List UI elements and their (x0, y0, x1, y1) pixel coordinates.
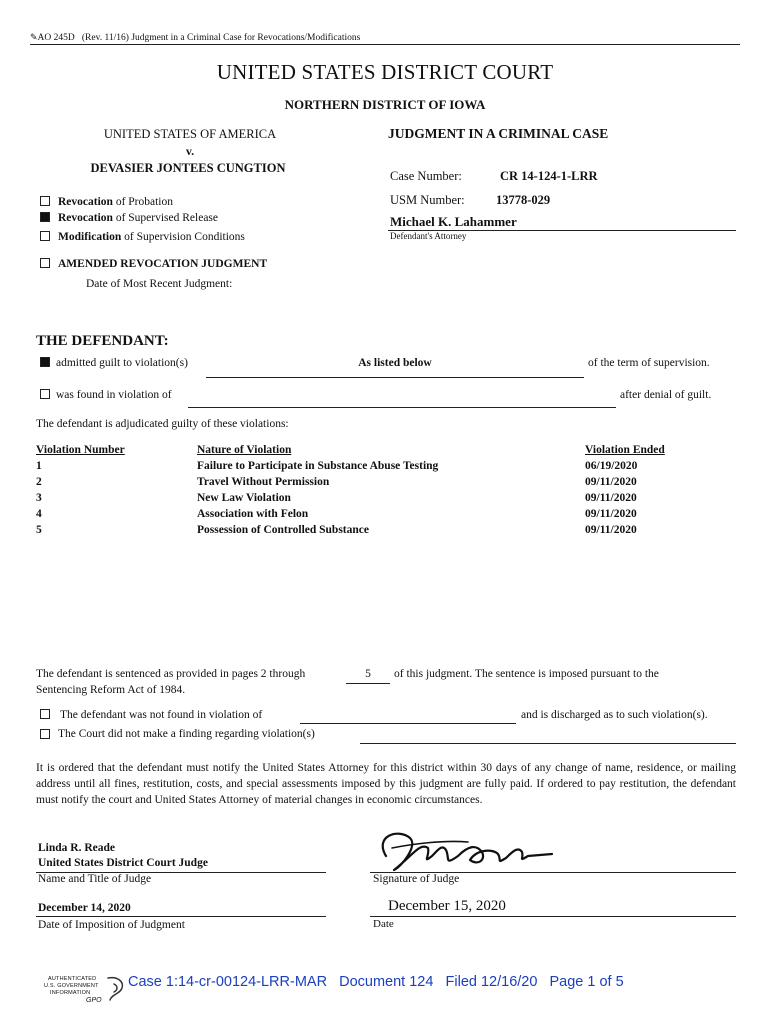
sentence-pages: 5 (365, 668, 371, 680)
not-found-suffix: and is discharged as to such violation(s). (521, 709, 708, 721)
admitted-checkbox[interactable] (40, 357, 50, 367)
admitted-suffix: of the term of supervision. (588, 357, 710, 369)
violation-nature: Possession of Controlled Substance (197, 524, 369, 536)
adjudicated-text: The defendant is adjudicated guilty of these violations: (36, 418, 289, 430)
court-name: UNITED STATES DISTRICT COURT (216, 60, 554, 84)
pen-icon: ✎ (30, 32, 38, 42)
violation-ended: 06/19/2020 (585, 460, 638, 472)
judgment-title: JUDGMENT IN A CRIMINAL CASE (388, 126, 609, 141)
gpo-text-3: INFORMATION (50, 990, 91, 996)
gpo-text-4: GPO (86, 997, 102, 1004)
revocation-supervised-label: Revocation of Supervised Release (58, 212, 219, 224)
not-found-label: The defendant was not found in violation of (60, 709, 263, 721)
date-rule (370, 916, 736, 917)
district-name: NORTHERN DISTRICT OF IOWA (284, 97, 486, 112)
case-number: CR 14-124-1-LRR (500, 169, 598, 183)
amended-label: AMENDED REVOCATION JUDGMENT (58, 258, 268, 270)
versus: v. (185, 144, 195, 158)
recent-judgment-label: Date of Most Recent Judgment: (86, 278, 233, 290)
defendant-attorney: Michael K. Lahammer (390, 214, 517, 229)
violation-number: 2 (36, 476, 42, 488)
violation-nature: Travel Without Permission (197, 476, 330, 488)
attorney-label: Defendant's Attorney (390, 231, 467, 241)
modification-label: Modification of Supervision Conditions (58, 231, 245, 243)
gpo-text-2: U.S. GOVERNMENT (44, 983, 99, 989)
plaintiff-name: UNITED STATES OF AMERICA (103, 127, 277, 141)
no-finding-rule (360, 743, 736, 744)
case-number-label: Case Number: (390, 169, 462, 183)
violation-ended-header: Violation Ended (585, 444, 665, 456)
violation-number: 1 (36, 460, 42, 472)
amended-checkbox[interactable] (40, 258, 50, 268)
sentence-line2: Sentencing Reform Act of 1984. (36, 684, 186, 696)
judge-name: Linda R. Reade (38, 842, 115, 854)
signature-label: Signature of Judge (373, 873, 460, 885)
violation-number: 5 (36, 524, 42, 536)
sentence-line1-post: of this judgment. The sentence is imposed pursuant to the (394, 668, 659, 680)
not-found-rule (300, 723, 516, 724)
violation-ended: 09/11/2020 (585, 524, 637, 536)
usm-label: USM Number: (390, 193, 465, 207)
defendant-section-title: THE DEFENDANT: (36, 333, 169, 349)
signed-date: December 15, 2020 (388, 898, 506, 914)
violation-nature: New Law Violation (197, 492, 291, 504)
imposition-label: Date of Imposition of Judgment (38, 919, 185, 931)
eagle-icon (104, 974, 128, 1004)
form-id: AO 245D (37, 33, 75, 43)
gpo-seal (44, 974, 130, 1008)
admitted-rule (206, 377, 584, 378)
found-violation-suffix: after denial of guilt. (620, 389, 712, 401)
found-violation-checkbox[interactable] (40, 389, 50, 399)
violation-ended: 09/11/2020 (585, 492, 637, 504)
sentence-pages-rule (346, 683, 390, 684)
date-label: Date (373, 918, 394, 930)
violation-nature: Association with Felon (197, 508, 309, 520)
no-finding-checkbox[interactable] (40, 729, 50, 739)
header-rule (30, 44, 740, 45)
revocation-probation-checkbox[interactable] (40, 196, 50, 206)
usm-number: 13778-029 (496, 193, 551, 207)
imposition-date: December 14, 2020 (38, 902, 131, 914)
violation-number: 3 (36, 492, 42, 504)
found-violation-rule (188, 407, 616, 408)
found-violation-label: was found in violation of (56, 389, 172, 401)
judge-title: United States District Court Judge (38, 857, 208, 869)
violation-nature-header: Nature of Violation (197, 444, 292, 456)
defendant-name: DEVASIER JONTEES CUNGTION (90, 161, 286, 175)
form-header (30, 32, 360, 43)
violation-number-header: Violation Number (36, 444, 125, 456)
modification-checkbox[interactable] (40, 231, 50, 241)
not-found-checkbox[interactable] (40, 709, 50, 719)
imposition-rule (36, 916, 326, 917)
violation-nature: Failure to Participate in Substance Abuse Testing (197, 460, 439, 472)
sentence-line1-pre: The defendant is sentenced as provided in pages 2 through (36, 668, 306, 680)
revocation-probation-label: Revocation of Probation (58, 196, 173, 208)
violation-ended: 09/11/2020 (585, 508, 637, 520)
gpo-text-1: AUTHENTICATED (48, 976, 97, 982)
revocation-supervised-checkbox[interactable] (40, 212, 50, 222)
name-title-label: Name and Title of Judge (38, 873, 152, 885)
no-finding-label: The Court did not make a finding regarding violation(s) (58, 728, 315, 740)
form-desc: (Rev. 11/16) Judgment in a Criminal Case for Revocations/Modifications (81, 33, 361, 43)
order-text: It is ordered that the defendant must notify the United States Attorney for this district within 30 days of any change of name, residence, or mailing address until all fines, restitution, costs, and special assessments imposed by this judgment are fully paid. If ordered to pay restitution, the defendant must notify the court and United States Attorney of material changes in economic circumstances. (36, 762, 736, 806)
admitted-value: As listed below (358, 357, 432, 369)
filing-stamp: Case 1:14-cr-00124-LRR-MAR Document 124 Filed 12/16/20 Page 1 of 5 (128, 974, 624, 990)
violation-number: 4 (36, 508, 42, 520)
violation-ended: 09/11/2020 (585, 476, 637, 488)
admitted-label: admitted guilt to violation(s) (56, 357, 188, 369)
judge-signature (372, 826, 562, 874)
